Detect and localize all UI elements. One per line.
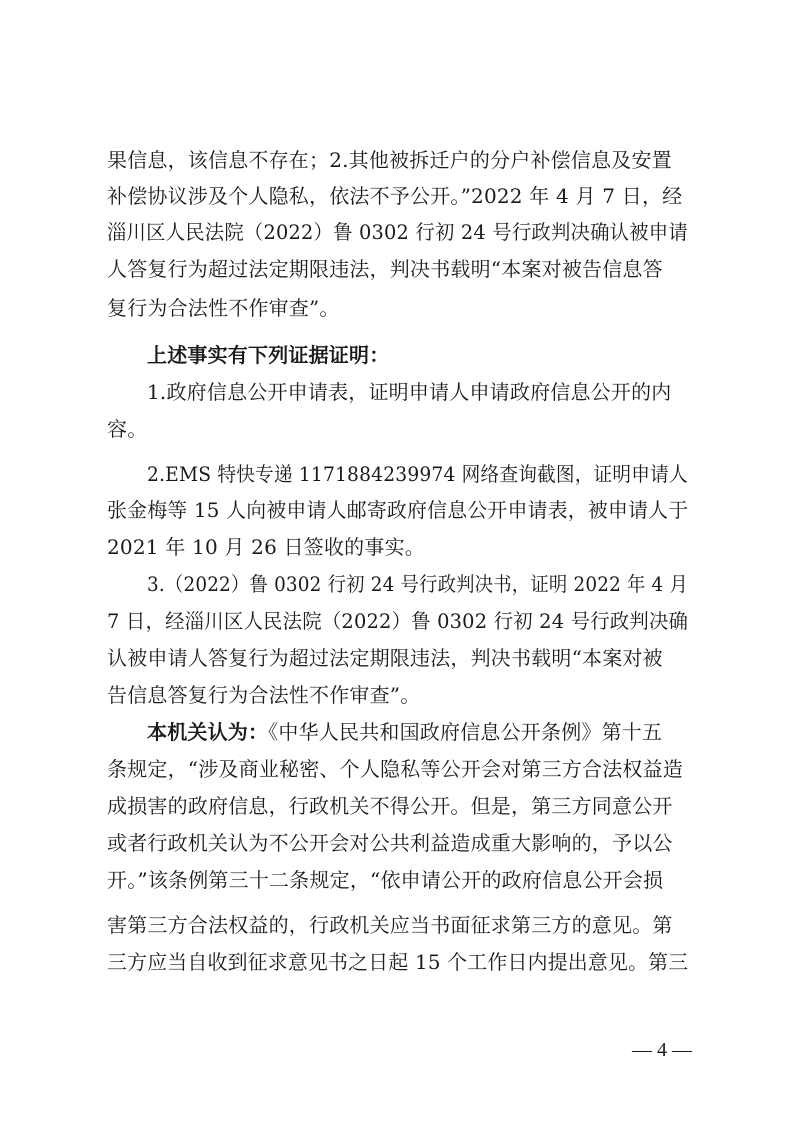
opinion-line-5: 开。”该条例第三十二条规定，“依申请公开的政府信息公开会损 bbox=[107, 868, 664, 892]
opinion-line-3: 成损害的政府信息，行政机关不得公开。但是，第三方同意公开 bbox=[107, 794, 673, 818]
evidence-item-2-line-1: 2.EMS 特快专递 1171884239974 网络查询截图，证明申请人 bbox=[147, 462, 688, 486]
body-line-5: 复行为合法性不作审查”。 bbox=[107, 296, 340, 320]
evidence-item-1-line-1: 1.政府信息公开申请表，证明申请人申请政府信息公开的内 bbox=[147, 380, 672, 404]
evidence-item-3-line-1: 3.（2022）鲁 0302 行初 24 号行政判决书，证明 2022 年 4 月 bbox=[147, 572, 689, 596]
body-line-2: 补偿协议涉及个人隐私，依法不予公开。”2022 年 4 月 7 日，经 bbox=[107, 184, 683, 208]
body-line-1: 果信息，该信息不存在；2.其他被拆迁户的分户补偿信息及安置 bbox=[107, 148, 672, 172]
evidence-item-2-line-3: 2021 年 10 月 26 日签收的事实。 bbox=[107, 535, 425, 559]
evidence-item-3-line-3: 认被申请人答复行为超过法定期限违法，判决书载明“本案对被 bbox=[107, 646, 663, 670]
page-number: — 4 — bbox=[632, 1039, 692, 1061]
evidence-item-3-line-4: 告信息答复行为合法性不作审查”。 bbox=[107, 683, 421, 707]
opinion-line-4: 或者行政机关认为不公开会对公共利益造成重大影响的，予以公 bbox=[107, 831, 673, 855]
evidence-item-2-line-2: 张金梅等 15 人向被申请人邮寄政府信息公开申请表，被申请人于 bbox=[107, 498, 689, 522]
opinion-line-1-text: 《中华人民共和国政府信息公开条例》第十五 bbox=[268, 720, 663, 744]
evidence-item-3-line-2: 7 日，经淄川区人民法院（2022）鲁 0302 行初 24 号行政判决确 bbox=[107, 609, 689, 633]
body-line-3: 淄川区人民法院（2022）鲁 0302 行初 24 号行政判决确认被申请 bbox=[107, 220, 688, 244]
evidence-item-1-line-2: 容。 bbox=[107, 417, 148, 441]
body-line-4: 人答复行为超过法定期限违法，判决书载明“本案对被告信息答 bbox=[107, 257, 663, 281]
evidence-heading: 上述事实有下列证据证明： bbox=[147, 343, 390, 367]
opinion-line-7: 三方应当自收到征求意见书之日起 15 个工作日内提出意见。第三 bbox=[107, 950, 689, 974]
opinion-line-2: 条规定，“涉及商业秘密、个人隐私等公开会对第三方合法权益造 bbox=[107, 757, 684, 781]
opinion-line-1 bbox=[147, 720, 662, 744]
opinion-heading: 本机关认为： bbox=[147, 720, 269, 744]
opinion-line-6: 害第三方合法权益的，行政机关应当书面征求第三方的意见。第 bbox=[107, 913, 673, 937]
